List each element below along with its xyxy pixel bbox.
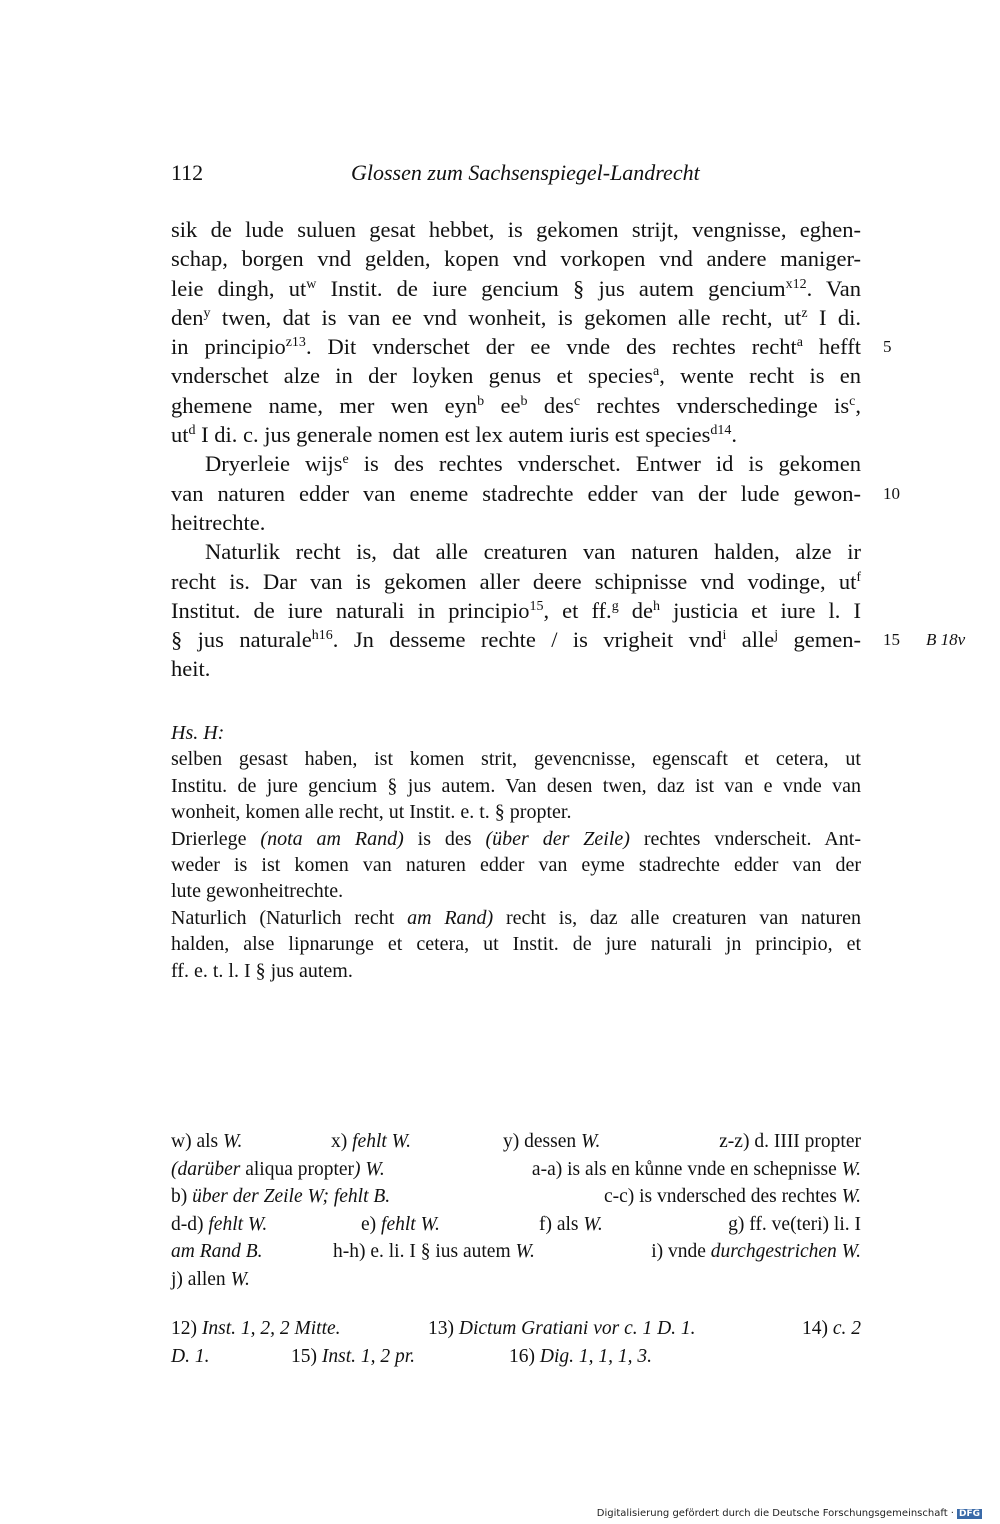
text-line: Institut. de iure naturali in principio$^{15}$, et ff.$^g$ $de^h$ justicia et iure l. I [171, 597, 861, 623]
text-line: Naturlich (Naturlich recht am Rand) recht is, daz alle creaturen van naturen [171, 906, 861, 929]
apparatus-row [171, 1156, 861, 1184]
apparatus-note: c-c) is vndersched des rechtes W. [603, 1186, 861, 1207]
footer-text: Digitalisierung gefördert durch die Deutsche Forschungsgemeinschaft · [596, 1508, 954, 1519]
line-number: 10 [883, 483, 900, 503]
page-number: 112 [171, 160, 204, 185]
text-line: leie dingh, $ut^w$ Instit. de iure gencium § jus autem gencium$^{x12}$. Van [171, 275, 861, 301]
text-line: schap, borgen vnd gelden, kopen vnd vorkopen vnd andere maniger- [171, 246, 861, 272]
critical-apparatus [171, 1128, 861, 1293]
text-line: $ut^d$ I di. c. jus generale nomen est lex autem iuris est species$^{d14}$. [171, 422, 737, 448]
apparatus-row [171, 1266, 861, 1294]
text-line: halden, alse lipnarunge et cetera, ut Instit. de jure naturali jn principio, et [171, 933, 861, 956]
digitization-footer [597, 1508, 982, 1519]
apparatus-note: d-d) fehlt W. [171, 1213, 268, 1235]
text-line: Naturlik recht is, dat alle creaturen van naturen halden, alze ir [205, 539, 861, 565]
manuscript-h-variant [171, 720, 861, 984]
folio-margin-note: B 18v [926, 630, 966, 650]
running-title: Glossen zum Sachsenspiegel-Landrecht [351, 160, 700, 185]
reference-note: 13) Dictum Gratiani vor c. 1 D. 1. [428, 1318, 696, 1339]
text-line: recht is. Dar van is gekomen aller deere schipnisse vnd vodinge, $ut^f$ [171, 568, 861, 594]
reference-note: 14) c. 2 [801, 1318, 861, 1339]
text-line: heitrechte. [171, 509, 266, 535]
reference-note: 12) Inst. 1, 2, 2 Mitte. [171, 1318, 341, 1339]
text-line: vnderschet alze in der loyken genus et species$^a$, wente recht is en [171, 363, 862, 389]
apparatus-note: y) dessen W. [503, 1131, 601, 1152]
reference-note: 15) Inst. 1, 2 pr. [291, 1345, 416, 1367]
text-line: den$^y$ twen, dat is van ee vnd wonheit, is gekomen alle recht, $ut^z$ I di. [171, 304, 862, 330]
dfg-logo: DFG [958, 1509, 980, 1519]
apparatus-note: z-z) d. IIII propter [719, 1131, 861, 1152]
text-line: ff. e. t. l. I § jus autem. [171, 959, 353, 982]
text-line: wonheit, komen alle recht, ut Instit. e. t. § propter. [171, 801, 572, 824]
text-line: van naturen edder van eneme stadrechte edder van der lude gewon- 10 [171, 479, 861, 508]
text-line: in principio$^{z13}$. Dit vnderschet der ee vnde des rechtes recht$^a$ hefft 5 [171, 332, 861, 361]
text-line: sik de lude suluen gesat hebbet, is gekomen strijt, vengnisse, eghen- [171, 217, 861, 242]
apparatus-row [171, 1238, 861, 1266]
page-header [171, 160, 861, 192]
text-line: heit. [171, 656, 211, 682]
apparatus-note: b) über der Zeile W; fehlt B. [171, 1186, 391, 1207]
text-line: weder is ist komen van naturen edder van eyme stadrechte edder van der [171, 853, 861, 876]
apparatus-note: (darüber aliqua propter) W. [171, 1158, 385, 1180]
text-line: Drierlege (nota am Rand) is des (über der Zeile) rechtes vnderscheit. Ant- [171, 827, 862, 850]
apparatus-row [171, 1211, 861, 1239]
apparatus-note: j) allen W. [171, 1268, 250, 1290]
apparatus-note: x) fehlt W. [331, 1131, 411, 1152]
apparatus-note: w) als W. [171, 1131, 243, 1152]
main-text [171, 215, 966, 684]
text-line: selben gesast haben, ist komen strit, gevencnisse, egenscaft et cetera, ut [171, 748, 861, 771]
apparatus-note: i) vnde durchgestrichen W. [651, 1241, 861, 1262]
reference-row [171, 1315, 861, 1343]
apparatus-note: g) ff. ve(teri) li. I [728, 1213, 861, 1235]
apparatus-note: e) fehlt W. [361, 1213, 440, 1235]
reference-note: 16) Dig. 1, 1, 1, 3. [509, 1345, 652, 1367]
line-number: 15 [883, 630, 900, 650]
source-references [171, 1315, 861, 1370]
apparatus-row [171, 1128, 861, 1156]
text-line: Institu. de jure gencium § jus autem. Van desen twen, daz ist van e vnde van [171, 774, 861, 797]
line-number: 5 [883, 337, 892, 357]
apparatus-row [171, 1183, 861, 1211]
apparatus-note: a-a) is als en kůnne vnde en schepnisse W. [531, 1158, 861, 1180]
apparatus-note: f) als W. [539, 1213, 603, 1235]
text-line: Dryerleie wijs$^e$ is des rechtes vnderschet. Entwer id is gekomen [205, 451, 861, 477]
reference-note: D. 1. [171, 1345, 210, 1367]
reference-row [171, 1343, 861, 1371]
apparatus-note: h-h) e. li. I § ius autem W. [333, 1241, 535, 1262]
manuscript-label: Hs. H: [171, 722, 225, 744]
text-line: ghemene name, mer wen eyn$^b$ $ee^b$ des$^c$ rechtes vnderschedinge $is^c$, [171, 392, 861, 418]
text-line: § jus naturale$^{h16}$. Jn desseme rechte / is vrigheit vnd$^i$ alle$^j$ gemen- 15 B 18v [171, 625, 861, 654]
apparatus-note: am Rand B. [171, 1241, 263, 1262]
text-line: lute gewonheitrechte. [171, 880, 344, 903]
